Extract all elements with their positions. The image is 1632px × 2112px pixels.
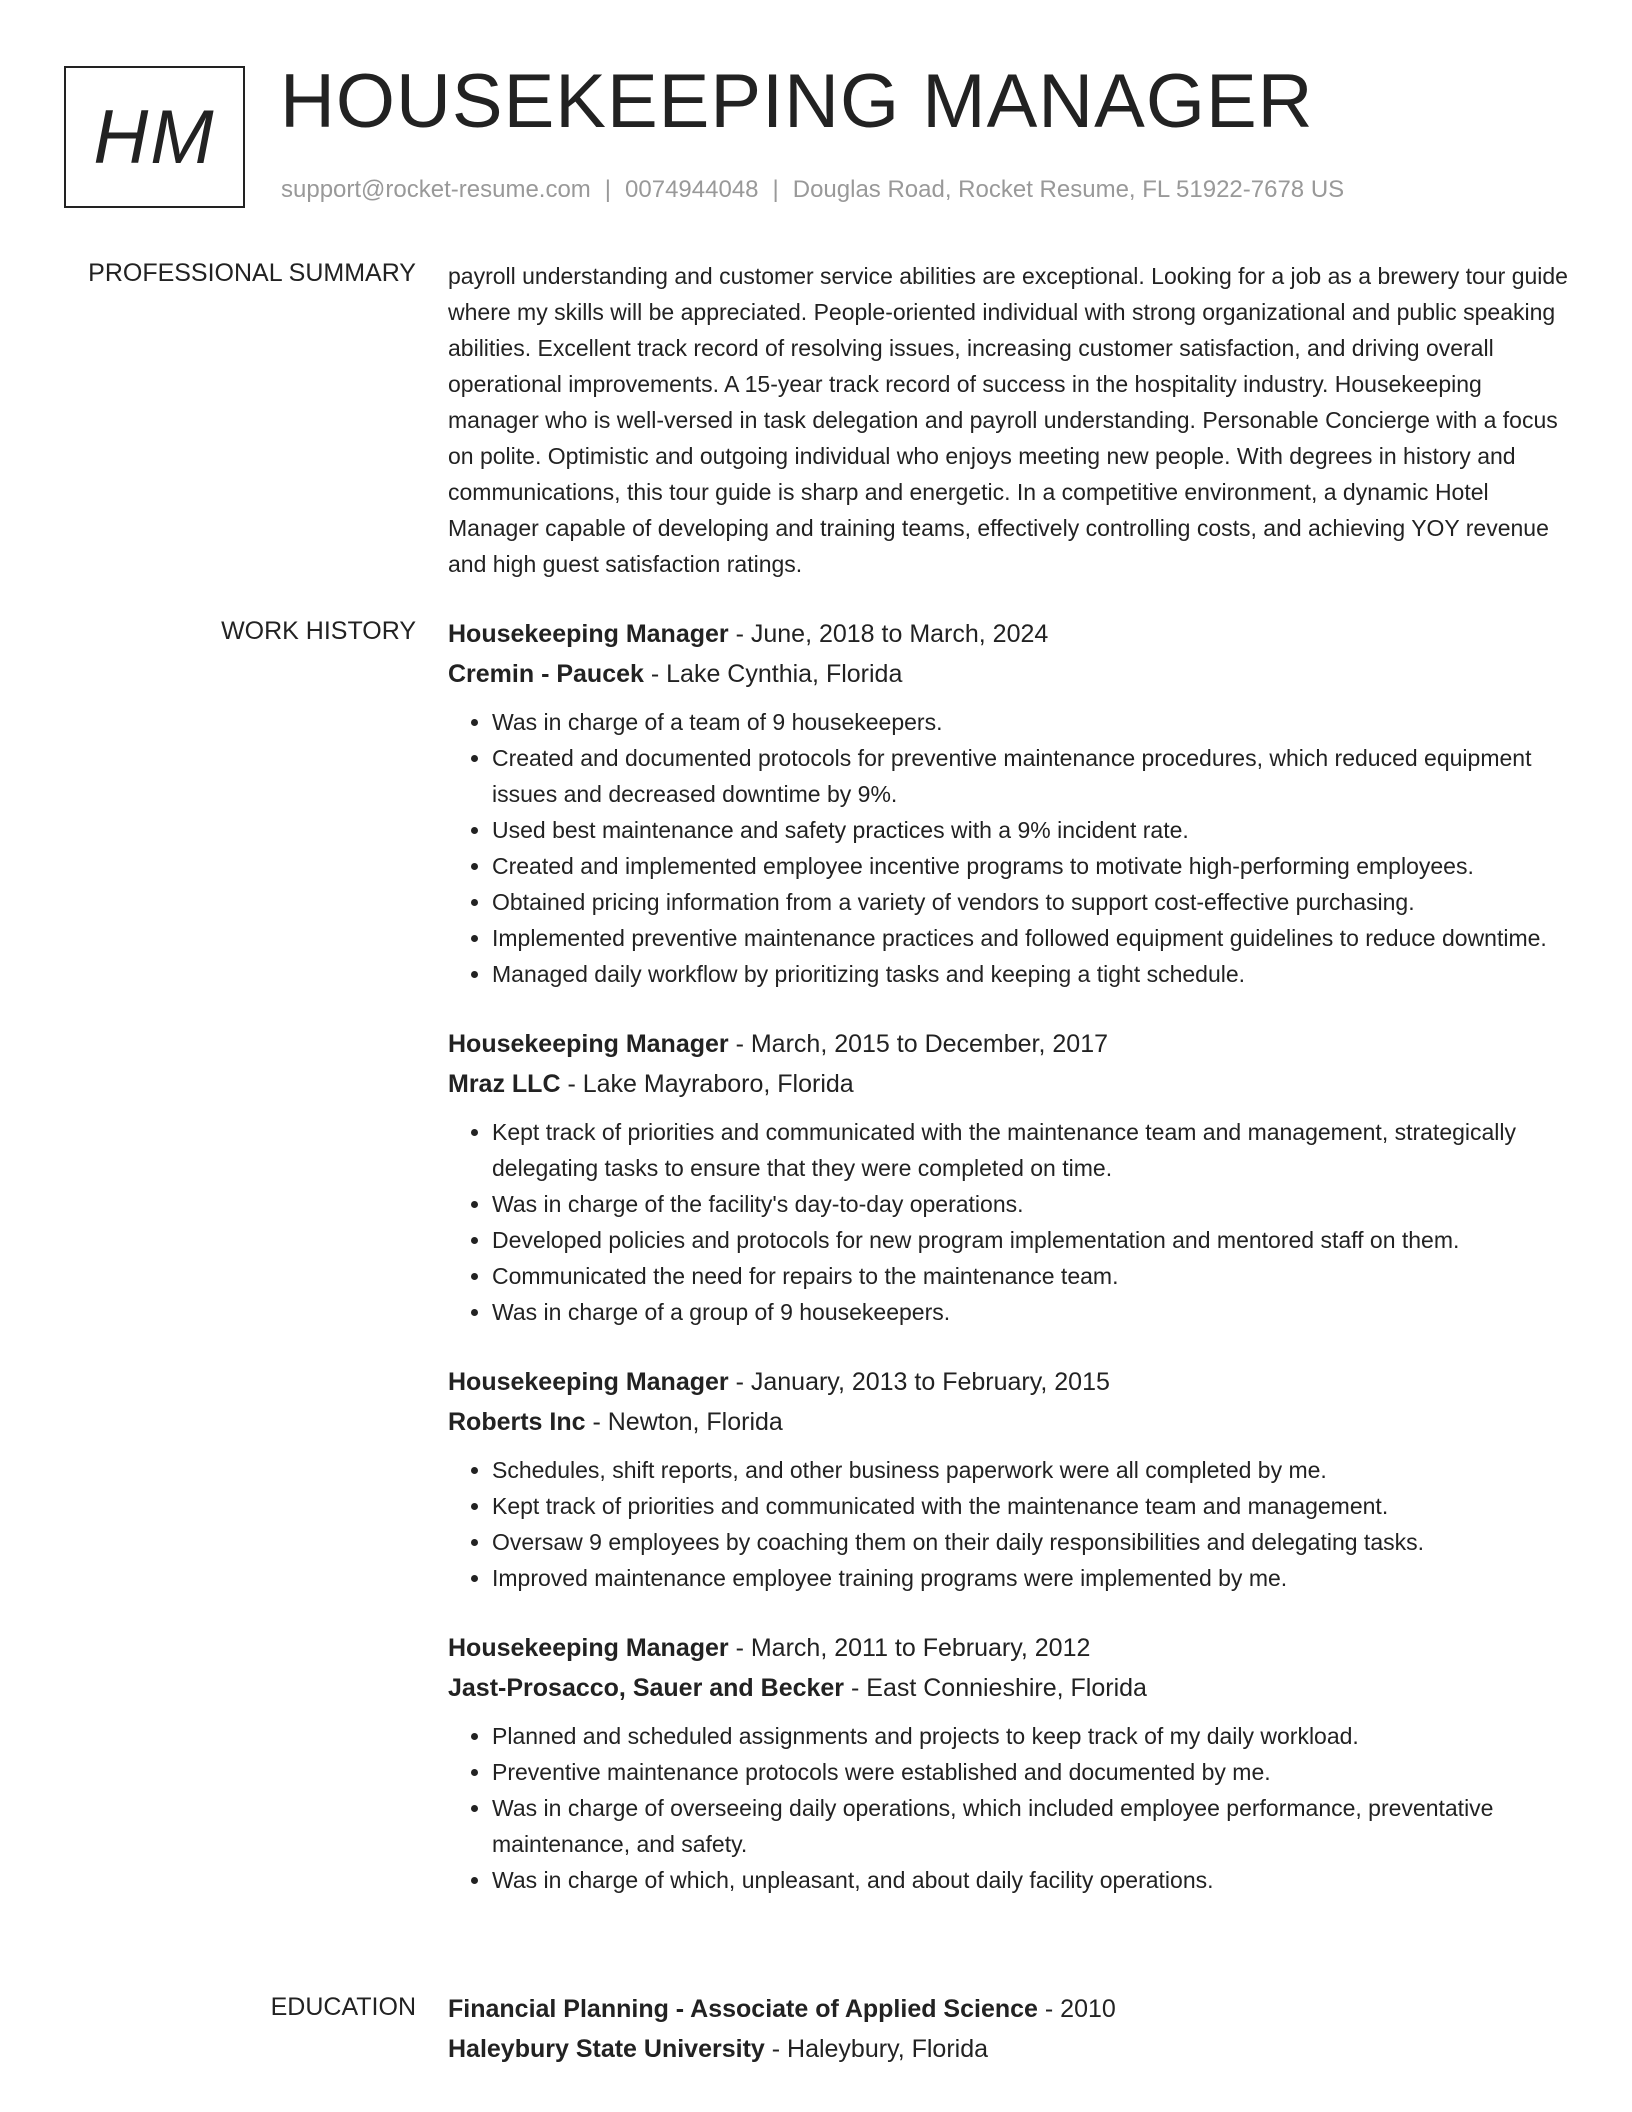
- education-location: - Haleybury, Florida: [764, 2035, 989, 2063]
- job-title: Housekeeping Manager: [448, 1634, 729, 1662]
- work-history-section: [448, 614, 1568, 1898]
- job-title-line: [448, 1628, 1568, 1668]
- job-bullet: • Created and documented protocols for preventive maintenance procedures, which reduced equipment issues and decreased downtime by 9%.: [492, 740, 1568, 812]
- job-dates: - March, 2015 to December, 2017: [728, 1030, 1109, 1058]
- job-bullet: • Was in charge of overseeing daily operations, which included employee performance, preventative maintenance, and safety.: [492, 1790, 1568, 1862]
- job-bullet: • Was in charge of the facility's day-to-day operations.: [492, 1186, 1568, 1222]
- contact-line: [281, 176, 1344, 204]
- job-bullets: [448, 1114, 1568, 1330]
- job-company-line: [448, 1064, 1568, 1104]
- job-bullet: • Was in charge of a team of 9 housekeepers.: [492, 704, 1568, 740]
- contact-address: Douglas Road, Rocket Resume, FL 51922-7678 US: [792, 176, 1345, 203]
- contact-phone[interactable]: 0074944048: [625, 176, 759, 203]
- job-bullet: • Implemented preventive maintenance practices and followed equipment guidelines to reduce downtime.: [492, 920, 1568, 956]
- education-entry: [448, 1989, 1568, 2069]
- education-section: [448, 1989, 1568, 2069]
- job-entry: [448, 1024, 1568, 1330]
- education-degree-line: [448, 1989, 1568, 2029]
- job-bullet: • Preventive maintenance protocols were established and documented by me.: [492, 1754, 1568, 1790]
- job-bullet: • Kept track of priorities and communicated with the maintenance team and management.: [492, 1488, 1568, 1524]
- job-title-line: [448, 1024, 1568, 1064]
- job-company: Cremin - Paucek: [448, 660, 644, 688]
- job-bullet: • Used best maintenance and safety practices with a 9% incident rate.: [492, 812, 1568, 848]
- job-bullet: • Improved maintenance employee training programs were implemented by me.: [492, 1560, 1568, 1596]
- job-bullet: • Created and implemented employee incentive programs to motivate high-performing employees.: [492, 848, 1568, 884]
- contact-email[interactable]: support@rocket-resume.com: [281, 176, 591, 203]
- summary-text: payroll understanding and customer service abilities are exceptional. Looking for a job as a brewery tour guide where my skills will be appreciated. People-oriented individual with strong organizational and public speaking abilities. Excellent track record of resolving issues, increasing customer satisfaction, and driving overall operational improvements. A 15-year track record of success in the hospitality industry. Housekeeping manager who is well-versed in task delegation and payroll understanding. Personable Concierge with a focus on polite. Optimistic and outgoing individual who enjoys meeting new people. With degrees in history and communications, this tour guide is sharp and energetic. In a competitive environment, a dynamic Hotel Manager capable of developing and training teams, effectively controlling costs, and achieving YOY revenue and high guest satisfaction ratings.: [448, 263, 1568, 577]
- contact-separator: |: [604, 176, 612, 203]
- job-location: - Lake Mayraboro, Florida: [560, 1070, 854, 1098]
- job-title: Housekeeping Manager: [448, 1368, 729, 1396]
- job-dates: - January, 2013 to February, 2015: [728, 1368, 1110, 1396]
- summary-section-label: PROFESSIONAL SUMMARY: [88, 259, 416, 287]
- job-bullet: • Schedules, shift reports, and other business paperwork were all completed by me.: [492, 1452, 1568, 1488]
- job-entry: [448, 1628, 1568, 1898]
- page-title: HOUSEKEEPING MANAGER: [280, 59, 1314, 144]
- job-bullet: • Oversaw 9 employees by coaching them on their daily responsibilities and delegating tasks.: [492, 1524, 1568, 1560]
- job-company-line: [448, 1668, 1568, 1708]
- job-location: - East Connieshire, Florida: [844, 1674, 1147, 1702]
- job-title: Housekeeping Manager: [448, 620, 729, 648]
- job-bullet: • Was in charge of which, unpleasant, and about daily facility operations.: [492, 1862, 1568, 1898]
- job-company: Jast-Prosacco, Sauer and Becker: [448, 1674, 845, 1702]
- job-location: - Newton, Florida: [585, 1408, 783, 1436]
- job-dates: - June, 2018 to March, 2024: [728, 620, 1049, 648]
- education-school-line: [448, 2029, 1568, 2069]
- job-title-line: [448, 1362, 1568, 1402]
- job-title: Housekeeping Manager: [448, 1030, 729, 1058]
- job-company-line: [448, 654, 1568, 694]
- job-bullet: • Planned and scheduled assignments and projects to keep track of my daily workload.: [492, 1718, 1568, 1754]
- work-history-section-label: WORK HISTORY: [221, 617, 416, 645]
- education-degree: Financial Planning - Associate of Applied Science: [448, 1995, 1038, 2023]
- job-bullet: • Communicated the need for repairs to the maintenance team.: [492, 1258, 1568, 1294]
- job-entry: [448, 1362, 1568, 1596]
- job-bullets: [448, 704, 1568, 992]
- job-bullet: • Kept track of priorities and communicated with the maintenance team and management, strategically delegating tasks to ensure that they were completed on time.: [492, 1114, 1568, 1186]
- job-title-line: [448, 614, 1568, 654]
- education-section-label: EDUCATION: [270, 1993, 416, 2021]
- job-bullets: [448, 1718, 1568, 1898]
- job-bullet: • Managed daily workflow by prioritizing tasks and keeping a tight schedule.: [492, 956, 1568, 992]
- job-bullets: [448, 1452, 1568, 1596]
- job-bullet: • Was in charge of a group of 9 housekeepers.: [492, 1294, 1568, 1330]
- job-company: Mraz LLC: [448, 1070, 561, 1098]
- job-company: Roberts Inc: [448, 1408, 586, 1436]
- job-bullet: • Obtained pricing information from a variety of vendors to support cost-effective purchasing.: [492, 884, 1568, 920]
- job-location: - Lake Cynthia, Florida: [643, 660, 903, 688]
- job-company-line: [448, 1402, 1568, 1442]
- job-dates: - March, 2011 to February, 2012: [728, 1634, 1091, 1662]
- education-school: Haleybury State University: [448, 2035, 765, 2063]
- monogram-logo: HM: [64, 66, 245, 208]
- contact-separator: |: [772, 176, 779, 203]
- summary-section: [448, 258, 1568, 582]
- education-year: - 2010: [1037, 1995, 1116, 2023]
- job-bullet: • Developed policies and protocols for new program implementation and mentored staff on them.: [492, 1222, 1568, 1258]
- job-entry: [448, 614, 1568, 992]
